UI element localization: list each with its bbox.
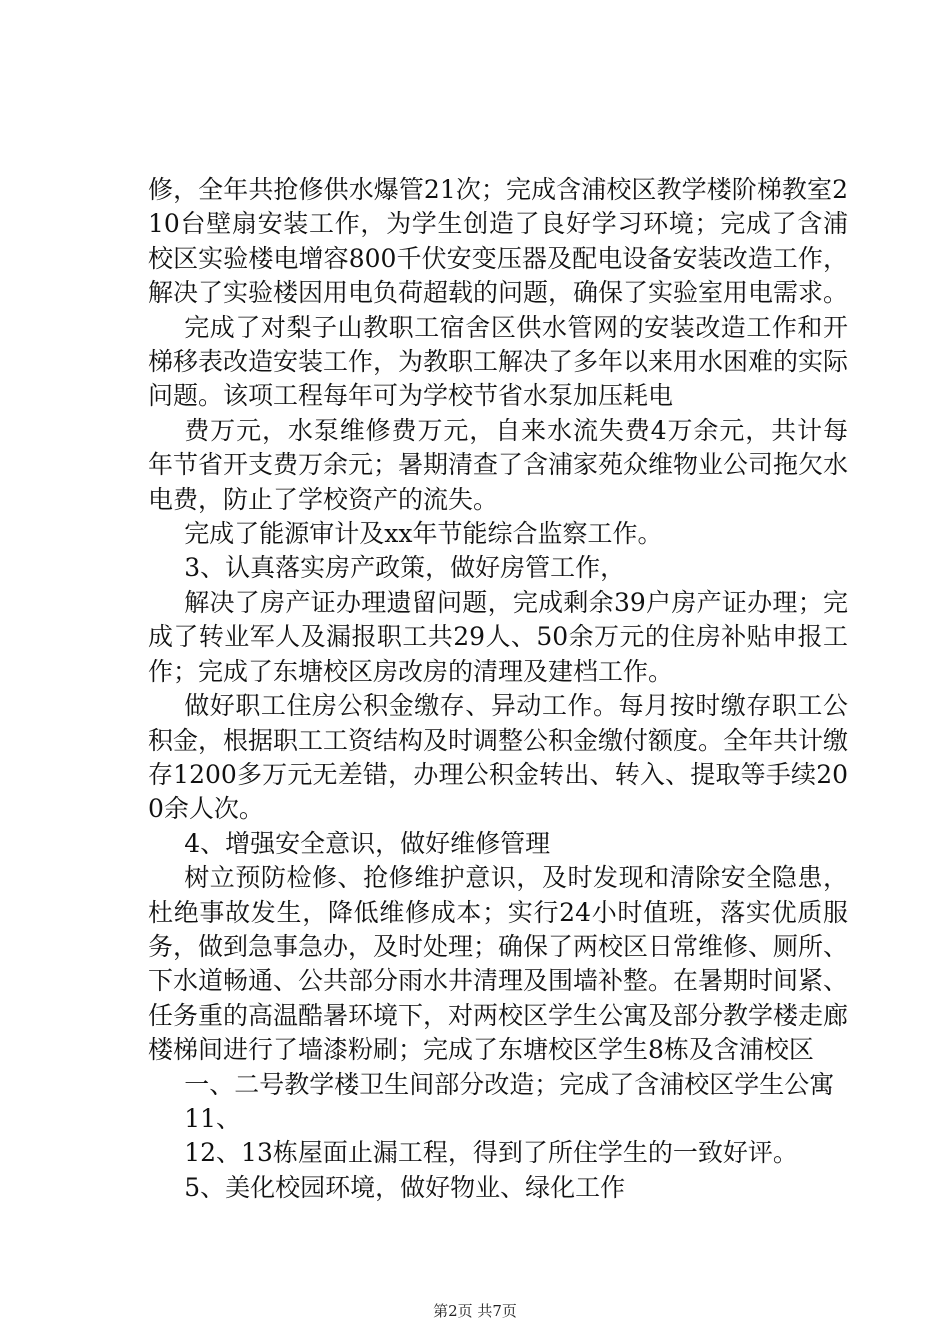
section-heading-5: 5、美化校园环境，做好物业、绿化工作 xyxy=(184,1172,626,1202)
section-heading-3: 3、认真落实房产政策，做好房管工作， xyxy=(184,553,626,583)
paragraph-8: 一、二号教学楼卫生间部分改造；完成了含浦校区学生公寓 xyxy=(184,1069,835,1099)
paragraph-4: 完成了能源审计及xx年节能综合监察工作。 xyxy=(184,519,663,549)
paragraph-9: 11、 xyxy=(184,1103,242,1133)
paragraph-10: 12、13栋屋面止漏工程，得到了所住学生的一致好评。 xyxy=(184,1138,798,1168)
paragraph-6: 做好职工住房公积金缴存、异动工作。每月按时缴存职工公积金，根据职工工资结构及时调整公积金缴付额度。全年共计缴存1200多万元无差错，办理公积金转出、转入、提取等手续200余人次。 xyxy=(148,691,849,824)
document-body xyxy=(148,173,848,1205)
section-heading-4: 4、增强安全意识，做好维修管理 xyxy=(184,828,551,858)
paragraph-3: 费万元，水泵维修费万元，自来水流失费4万余元，共计每年节省开支费万余元；暑期清查了含浦家苑众维物业公司拖欠水电费，防止了学校资产的流失。 xyxy=(148,415,849,514)
page-footer: 第2页 共7页 xyxy=(433,1302,517,1320)
paragraph-5: 解决了房产证办理遗留问题，完成剩余39户房产证办理；完成了转业军人及漏报职工共29人、50余万元的住房补贴申报工作；完成了东塘校区房改房的清理及建档工作。 xyxy=(148,587,848,686)
paragraph-7: 树立预防检修、抢修维护意识，及时发现和清除安全隐患，杜绝事故发生，降低维修成本；实行24小时值班，落实优质服务，做到急事急办，及时处理；确保了两校区日常维修、厕所、下水道畅通、公共部分雨水井清理及围墙补整。在暑期时间紧、任务重的高温酷暑环境下，对两校区学生公寓及部分教学楼走廊楼梯间进行了墙漆粉刷；完成了东塘校区学生8栋及含浦校区 xyxy=(148,863,849,1065)
paragraph-1: 修，全年共抢修供水爆管21次；完成含浦校区教学楼阶梯教室210台壁扇安装工作，为学生创造了良好学习环境；完成了含浦校区实验楼电增容800千伏安变压器及配电设备安装改造工作，解决了实验楼因用电负荷超载的问题，确保了实验室用电需求。 xyxy=(148,175,849,308)
paragraph-2: 完成了对梨子山教职工宿舍区供水管网的安装改造工作和开梯移表改造安装工作，为教职工解决了多年以来用水困难的实际问题。该项工程每年可为学校节省水泵加压耗电 xyxy=(148,312,849,411)
